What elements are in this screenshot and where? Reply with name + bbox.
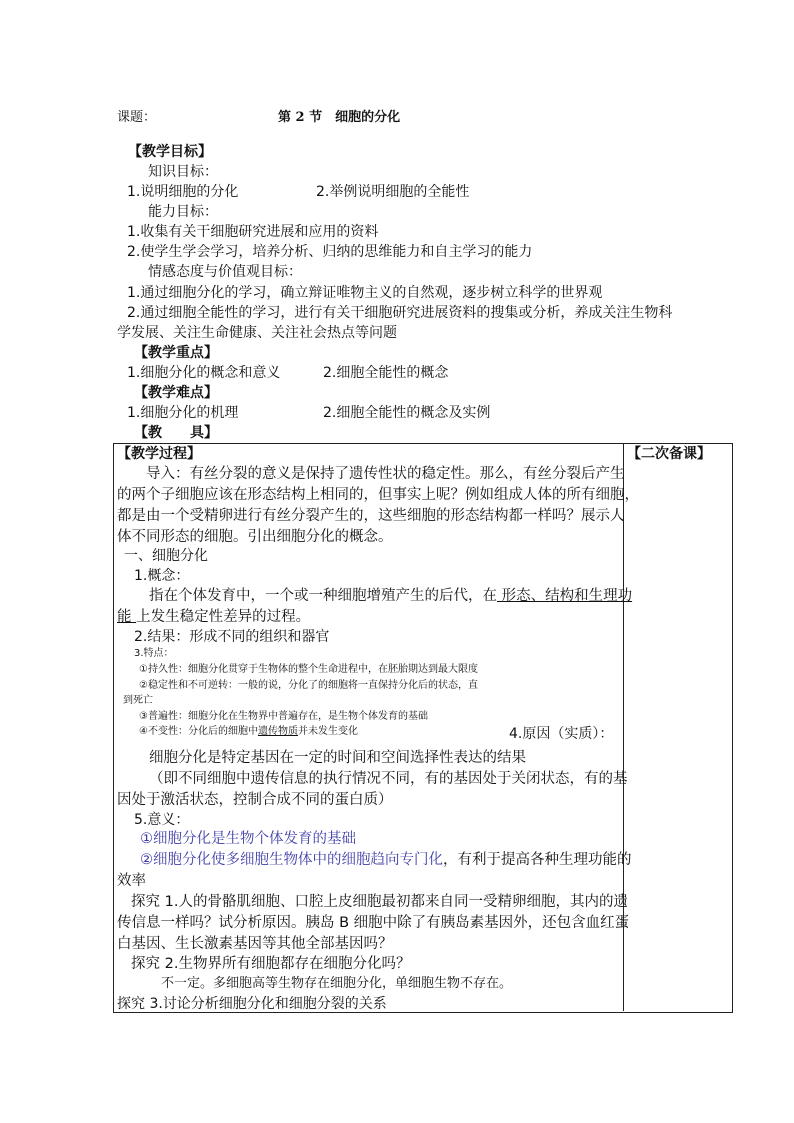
intro-line-3: 都是由一个受精卵进行有丝分裂产生的，这些细胞的形态结构都一样吗？展示人 [117, 508, 625, 524]
feature-2-line1: ②稳定性和不可逆转：一般的说，分化了的细胞将一直保持分化后的状态，直 [139, 680, 478, 691]
explore-1-line2: 传信息一样吗？试分析原因。胰岛 B 细胞中除了有胰岛素基因外，还包含血红蛋 [117, 915, 630, 931]
cause-label: 4.原因（实质）： [509, 726, 614, 742]
features-label: 3.特点： [134, 648, 174, 659]
side-notes-heading: 【二次备课】 [627, 446, 711, 462]
feature-4-a: ④不变性：分化后的细胞中 [139, 726, 258, 737]
knowledge-item-2: 2.举例说明细胞的全能性 [316, 184, 470, 200]
emotion-label: 情感态度与价值观目标： [148, 264, 302, 280]
difficulties-heading: 【教学难点】 [134, 385, 218, 401]
lesson-title: 第 2 节 细胞的分化 [278, 110, 401, 125]
concept-text-b: 上发生稳定性差异的过程。 [136, 609, 311, 625]
explore-2: 探究 2.生物界所有细胞都存在细胞分化吗？ [131, 956, 411, 972]
feature-1: ①持久性：细胞分化贯穿于生物体的整个生命进程中，在胚胎期达到最大限度 [139, 664, 478, 675]
feature-2-line2: 到死亡 [123, 695, 153, 706]
concept-line-1 [149, 586, 632, 607]
explore-2-answer: 不一定。多细胞高等生物存在细胞分化，单细胞生物不存在。 [161, 976, 513, 991]
feature-4-blank: 遗传物质 [257, 726, 298, 737]
concept-blank-b: 能 [117, 609, 137, 625]
intro-line-4: 体不同形态的细胞。引出细胞分化的概念。 [117, 529, 393, 545]
section-differentiation: 一、细胞分化 [124, 548, 208, 564]
emotion-item-2-line2: 学发展、关注生命健康、关注社会热点等问题 [117, 325, 397, 341]
cause-note-line-2: 因处于激活状态，控制合成不同的蛋白质） [117, 792, 393, 808]
explore-3: 探究 3.讨论分析细胞分化和细胞分裂的关系 [117, 996, 387, 1012]
emotion-item-1: 1.通过细胞分化的学习，确立辩证唯物主义的自然观，逐步树立科学的世界观 [127, 285, 603, 301]
intro-line-1: 导入：有丝分裂的意义是保持了遗传性状的稳定性。那么，有丝分裂后产生 [117, 466, 625, 482]
emotion-item-2-line1: 2.通过细胞全能性的学习，进行有关干细胞研究进展资料的搜集或分析，养成关注生物科 [127, 305, 673, 321]
meaning-label: 5.意义： [134, 812, 190, 828]
cause-note-line-1: （即不同细胞中遗传信息的执行情况不同，有的基因处于关闭状态，有的基 [149, 771, 628, 787]
objectives-heading: 【教学目标】 [128, 144, 212, 160]
key-point-1: 1.细胞分化的概念和意义 [127, 365, 281, 381]
concept-text-a: 指在个体发育中，一个或一种细胞增殖产生的后代，在 [149, 588, 497, 604]
explore-1-line3: 白基因、生长激素基因等其他全部基因吗？ [117, 936, 393, 952]
knowledge-item-1: 1.说明细胞的分化 [127, 184, 239, 200]
concept-blank-a: 形态、结构和生理功 [497, 588, 633, 604]
result-line: 2.结果：形成不同的组织和器官 [134, 629, 330, 645]
concept-line-2 [117, 607, 310, 628]
meaning-2-line2: 效率 [117, 873, 146, 889]
explore-1-line1: 探究 1.人的骨骼肌细胞、口腔上皮细胞最初都来自同一受精卵细胞，其内的遗 [131, 894, 628, 910]
ability-item-1: 1.收集有关干细胞研究进展和应用的资料 [127, 224, 379, 240]
key-points-heading: 【教学重点】 [134, 345, 218, 361]
key-point-2: 2.细胞全能性的概念 [323, 365, 449, 381]
intro-line-2: 的两个子细胞应该在形态结构上相同的，但事实上呢？例如组成人体的所有细胞， [117, 487, 639, 503]
feature-4-c: 并未发生变化 [297, 726, 358, 737]
ability-label: 能力目标： [148, 204, 218, 220]
tools-heading: 【教 具】 [134, 425, 218, 441]
feature-4 [139, 724, 358, 740]
meaning-2 [140, 850, 632, 871]
meaning-2-rest: ，有利于提高各种生理功能的 [443, 852, 632, 868]
knowledge-label: 知识目标： [148, 164, 218, 180]
meaning-1: ①细胞分化是生物个体发育的基础 [140, 831, 356, 847]
difficulty-2: 2.细胞全能性的概念及实例 [323, 405, 491, 421]
process-heading: 【教学过程】 [117, 446, 201, 462]
ability-item-2: 2.使学生学会学习，培养分析、归纳的思维能力和自主学习的能力 [127, 244, 533, 260]
concept-label: 1.概念： [134, 568, 190, 584]
lesson-title-label: 课题： [117, 110, 157, 125]
difficulty-1: 1.细胞分化的机理 [127, 405, 239, 421]
meaning-2-highlight: ②细胞分化使多细胞生物体中的细胞趋向专门化 [140, 852, 443, 868]
cause-text: 细胞分化是特定基因在一定的时间和空间选择性表达的结果 [149, 750, 526, 766]
feature-3: ③普遍性：细胞分化在生物界中普遍存在，是生物个体发育的基础 [139, 711, 428, 722]
